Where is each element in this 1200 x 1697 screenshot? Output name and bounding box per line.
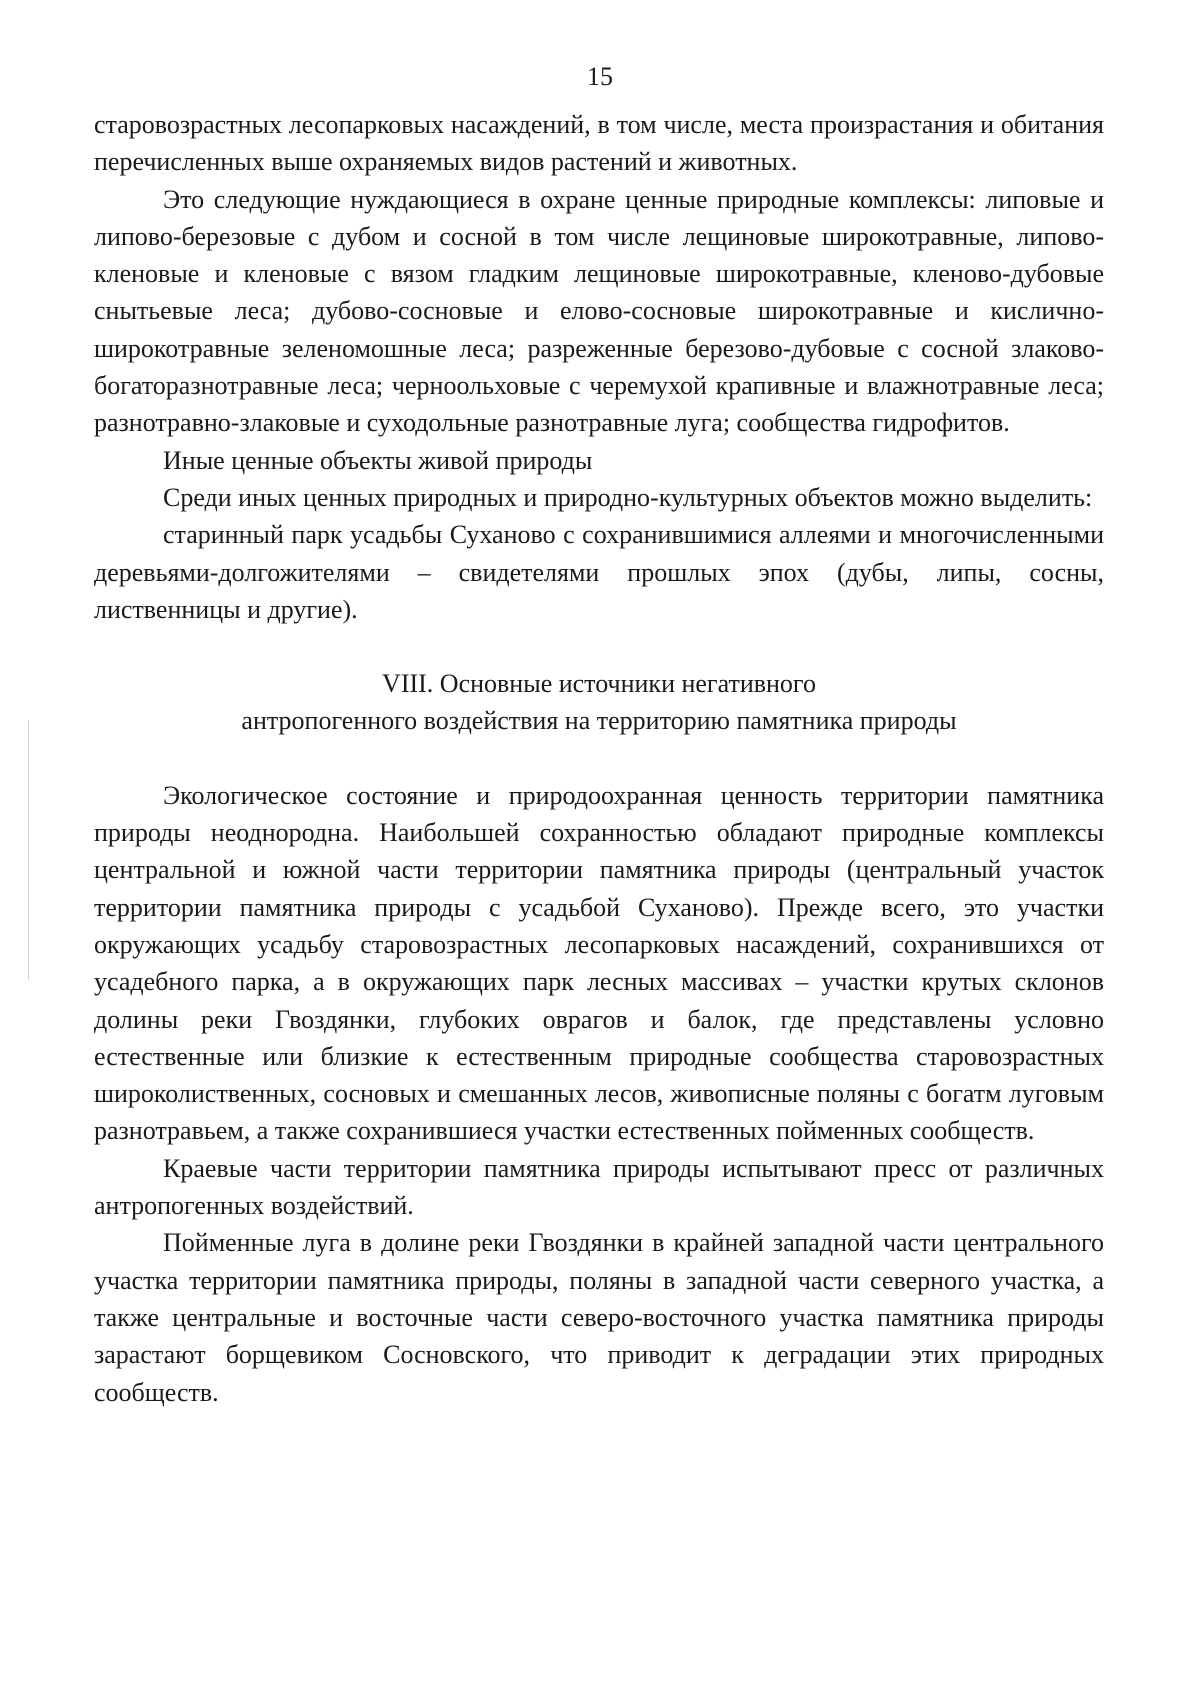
paragraph-other-objects-intro: Среди иных ценных природных и природно-культурных объектов можно выделить:	[163, 482, 1093, 512]
paragraph-other-objects-title: Иные ценные объекты живой природы	[163, 445, 593, 475]
paragraph-continuation: старовозрастных лесопарковых насаждений, в том числе, места произрастания и обитания перечисленных выше охраняемых видов растений и животных.	[94, 110, 1104, 177]
section-heading	[94, 665, 1104, 740]
paragraph-edge-parts: Краевые части территории памятника природы испытывают пресс от различных антропогенных воздействий.	[94, 1153, 1104, 1221]
section-heading-line-2: антропогенного воздействия на территорию памятника природы	[241, 706, 957, 736]
paragraph-ecological-state: Экологическое состояние и природоохранная ценность территории памятника природы неоднородна. Наибольшей сохранностью обладают природные комплексы центральной и южной части территории памятника природы (центральный участок территории памятника природы с усадьбой Суханово). Прежде всего, это участки окружающих усадьбу старовозрастных лесопарковых насаждений, сохранившихся от усадебного парка, а в окружающих парк лесных массивах – участки крутых склонов долины реки Гвоздянки, глубоких оврагов и балок, где представлены условно естественные или близкие к естественным природные сообщества старовозрастных широколиственных, сосновых и смешанных лесов, живописные поляны с богатм луговым разнотравьем, а также сохранившиеся участки естественных пойменных сообществ.	[94, 780, 1104, 1146]
document-body	[94, 106, 1104, 1411]
paragraph-old-park: старинный парк усадьбы Суханово с сохранившимися аллеями и многочисленными деревьями-долгожителями – свидетелями прошлых эпох (дубы, липы, сосны, лиственницы и другие).	[94, 520, 1104, 624]
scan-margin-line	[28, 720, 29, 980]
paragraph-floodplain-meadows: Пойменные луга в долине реки Гвоздянки в крайней западной части центрального участка территории памятника природы, поляны в западной части северного участка, а также центральные и восточные части северо-восточного участка памятника природы зарастают борщевиком Сосновского, что приводит к деградации этих природных сообществ.	[94, 1228, 1104, 1407]
page-number: 15	[587, 62, 613, 91]
paragraph-valuable-complexes: Это следующие нуждающиеся в охране ценные природные комплексы: липовые и липово-березовые с дубом и сосной в том числе лещиновые широкотравные, липово-кленовые и кленовые с вязом гладким лещиновые широкотравные, кленово-дубовые снытьевые леса; дубово-сосновые и елово-сосновые широкотравные и кислично-широкотравные зеленомошные леса; разреженные березово-дубовые с сосной злаково-богаторазнотравные леса; черноольховые с черемухой крапивные и влажнотравные леса; разнотравно-злаковые и суходольные разнотравные луга; сообщества гидрофитов.	[94, 184, 1104, 438]
section-heading-line-1: VIII. Основные источники негативного	[382, 669, 816, 699]
